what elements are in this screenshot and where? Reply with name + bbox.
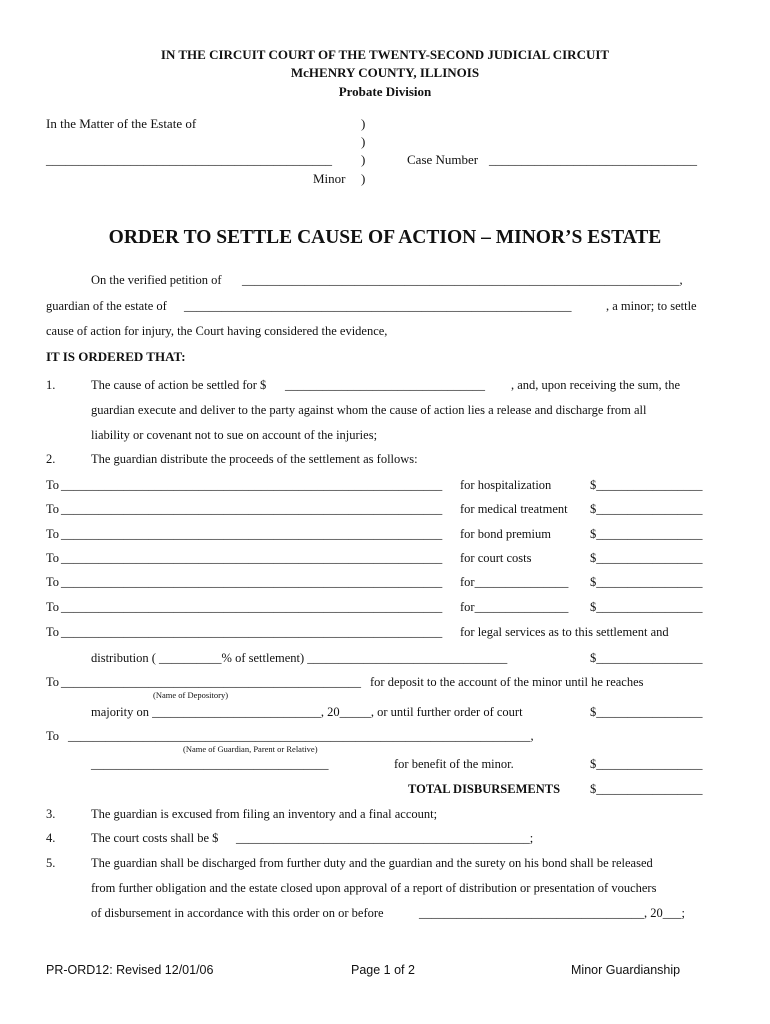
discharge-text: from further obligation and the estate closed upon approval of a report of distribution or presentation of vouchers: [91, 881, 657, 895]
to-label: To: [46, 675, 60, 689]
minor-settle-text: , a minor; to settle: [606, 299, 697, 313]
settlement-amount-field[interactable]: ________________________________: [285, 378, 485, 392]
attorney-field[interactable]: _____________________________________________________________: [61, 625, 443, 639]
depository-field[interactable]: ________________________________________________: [61, 675, 361, 689]
case-number-field[interactable]: ________________________________: [489, 152, 697, 167]
estate-matter-label: In the Matter of the Estate of: [46, 116, 197, 131]
payee-field[interactable]: _____________________________________________________________: [61, 502, 443, 516]
amount-field[interactable]: $_________________: [590, 551, 703, 565]
purpose-text: for bond premium: [460, 527, 551, 541]
amount-field[interactable]: $_________________: [590, 502, 703, 516]
item-number: 2.: [46, 452, 56, 466]
legal-services-text: for legal services as to this settlement and: [460, 625, 669, 639]
depository-caption: (Name of Depository): [153, 690, 229, 700]
benefit-field[interactable]: ______________________________________: [91, 757, 329, 771]
payee-field[interactable]: _____________________________________________________________: [61, 478, 443, 492]
payee-field[interactable]: _____________________________________________________________: [61, 527, 443, 541]
amount-field[interactable]: $_________________: [590, 757, 703, 771]
discharge-text: of disbursement in accordance with this order on or before: [91, 906, 384, 920]
court-costs-label: The court costs shall be $: [91, 831, 219, 845]
to-label: To: [46, 502, 60, 516]
caption-paren: ): [361, 134, 366, 149]
page-number: Page 1 of 2: [351, 963, 415, 977]
petition-label: On the verified petition of: [91, 273, 222, 287]
amount-field[interactable]: $_________________: [590, 600, 703, 614]
amount-field[interactable]: $_________________: [590, 575, 703, 589]
form-number: PR-ORD12: Revised 12/01/06: [46, 963, 214, 977]
caption-paren: ): [361, 152, 366, 167]
item-number: 1.: [46, 378, 56, 392]
to-label: To: [46, 527, 60, 541]
court-name-heading: IN THE CIRCUIT COURT OF THE TWENTY-SECOND JUDICIAL CIRCUIT: [160, 47, 610, 62]
majority-date-field[interactable]: majority on ___________________________, 20_____, or until further order of court: [91, 705, 523, 719]
depository-text: for deposit to the account of the minor until he reaches: [370, 675, 644, 689]
purpose-field[interactable]: for_______________: [460, 575, 569, 589]
amount-field[interactable]: $_________________: [590, 651, 703, 665]
to-label: To: [46, 729, 60, 743]
legal-distribution-field[interactable]: distribution ( __________% of settlement) ________________________________: [91, 651, 508, 665]
minor-name-field[interactable]: ____________________________________________: [46, 152, 332, 167]
discharge-text: The guardian shall be discharged from further duty and the guardian and the surety on his bond shall be released: [91, 856, 653, 870]
to-label: To: [46, 600, 60, 614]
item-number: 4.: [46, 831, 56, 845]
item-number: 3.: [46, 807, 56, 821]
minor-label: Minor: [313, 171, 346, 186]
guardian-estate-field[interactable]: ______________________________________________________________: [184, 299, 572, 313]
purpose-text: for hospitalization: [460, 478, 552, 492]
item-number: 5.: [46, 856, 56, 870]
document-title: ORDER TO SETTLE CAUSE OF ACTION – MINOR’S ESTATE: [108, 227, 662, 248]
division-heading: Probate Division: [338, 84, 432, 99]
guardian-label: guardian of the estate of: [46, 299, 167, 313]
release-text: guardian execute and deliver to the party against whom the cause of action lies a release and discharge from all: [91, 403, 647, 417]
payee-field[interactable]: _____________________________________________________________: [61, 551, 443, 565]
amount-field[interactable]: $_________________: [590, 527, 703, 541]
to-label: To: [46, 625, 60, 639]
form-category: Minor Guardianship: [571, 963, 681, 977]
guardian-name-field[interactable]: __________________________________________________________________________,: [68, 729, 534, 743]
to-label: To: [46, 478, 60, 492]
payee-field[interactable]: _____________________________________________________________: [61, 575, 443, 589]
petitioner-field[interactable]: ______________________________________________________________________,: [242, 273, 683, 287]
discharge-date-field[interactable]: ____________________________________, 20___;: [419, 906, 685, 920]
caption-paren: ): [361, 171, 366, 186]
case-number-label: Case Number: [407, 152, 479, 167]
inventory-text: The guardian is excused from filing an inventory and a final account;: [91, 807, 438, 821]
purpose-text: for court costs: [460, 551, 532, 565]
total-disbursements-label: TOTAL DISBURSEMENTS: [408, 782, 561, 796]
total-amount-field[interactable]: $_________________: [590, 782, 703, 796]
guardian-caption: (Name of Guardian, Parent or Relative): [183, 744, 318, 754]
amount-field[interactable]: $_________________: [590, 478, 703, 492]
settlement-text: , and, upon receiving the sum, the: [511, 378, 681, 392]
purpose-text: for medical treatment: [460, 502, 568, 516]
to-label: To: [46, 551, 60, 565]
intro-text: cause of action for injury, the Court having considered the evidence,: [46, 324, 388, 338]
county-heading: McHENRY COUNTY, ILLINOIS: [290, 65, 480, 80]
ordered-heading: IT IS ORDERED THAT:: [46, 349, 186, 364]
benefit-text: for benefit of the minor.: [394, 757, 514, 771]
distribution-text: The guardian distribute the proceeds of the settlement as follows:: [91, 452, 418, 466]
caption-paren: ): [361, 116, 366, 131]
payee-field[interactable]: _____________________________________________________________: [61, 600, 443, 614]
court-costs-field[interactable]: _______________________________________________;: [236, 831, 534, 845]
amount-field[interactable]: $_________________: [590, 705, 703, 719]
settlement-label: The cause of action be settled for $: [91, 378, 267, 392]
purpose-field[interactable]: for_______________: [460, 600, 569, 614]
to-label: To: [46, 575, 60, 589]
release-text: liability or covenant not to sue on account of the injuries;: [91, 428, 378, 442]
